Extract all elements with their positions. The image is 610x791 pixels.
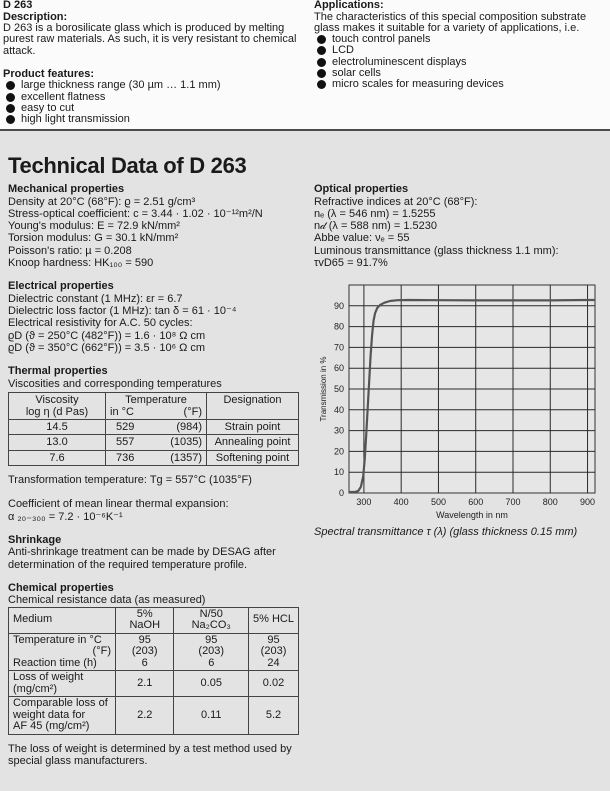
comparable-cell: 0.11 <box>174 697 249 735</box>
comparable-cell: 2.2 <box>116 697 174 735</box>
row-label: Temperature in °C <box>13 633 102 646</box>
expansion-label: Coefficient of mean linear thermal expansion: <box>8 498 229 511</box>
page-title: Technical Data of D 263 <box>8 153 247 178</box>
transformation-temperature: Transformation temperature: Tg = 557°C (1035°F) <box>8 473 252 486</box>
row-label: AF 45 (mg/cm²) <box>13 720 90 733</box>
y-tick-label: 70 <box>333 342 344 353</box>
electrical-line: ϱD (ϑ = 250°C (482°F)) = 1.6 · 10⁸ Ω cm <box>8 329 206 342</box>
temp-f: (1035) <box>170 436 202 449</box>
feature-item: large thickness range (30 µm … 1.1 mm) <box>3 80 303 91</box>
x-axis-label: Wavelength in nm <box>436 510 508 520</box>
medium-header: Medium <box>9 607 116 633</box>
x-tick-labels <box>356 497 595 507</box>
applications-block <box>314 0 604 91</box>
temperature-cell <box>106 450 207 465</box>
applications-title: Applications: <box>314 0 384 11</box>
chart-caption: Spectral transmittance τ (λ) (glass thickness 0.15 mm) <box>314 526 578 538</box>
y-tick-label: 30 <box>333 425 344 436</box>
conditions-label <box>9 633 116 671</box>
features-title: Product features: <box>3 67 95 80</box>
temperature-cell <box>106 435 207 450</box>
conditions-cell <box>174 633 249 671</box>
transmittance-chart <box>310 280 610 530</box>
chemical-title: Chemical properties <box>8 581 114 594</box>
table-row <box>9 420 299 435</box>
table-row <box>9 671 299 697</box>
application-item: LCD <box>314 45 604 56</box>
loss-cell: 2.1 <box>116 671 174 697</box>
y-axis-label: Transmission in % <box>319 356 328 422</box>
row-label: (°F) <box>92 645 111 658</box>
application-item: electroluminescent displays <box>314 57 604 68</box>
x-tick-label: 500 <box>430 497 446 507</box>
mechanical-title: Mechanical properties <box>8 183 125 195</box>
optical-line: Refractive indices at 20°C (68°F): <box>314 195 478 208</box>
optical-line: Luminous transmittance (glass thickness 1.1 mm): <box>314 244 559 257</box>
loss-cell: 0.05 <box>174 671 249 697</box>
features-list <box>3 80 303 125</box>
viscosity-cell: 13.0 <box>9 435 106 450</box>
mechanical-line: Density at 20°C (68°F): ϱ = 2.51 g/cm³ <box>8 195 196 208</box>
chemical-subtitle: Chemical resistance data (as measured) <box>8 594 206 607</box>
shrinkage-text: Anti-shrinkage treatment can be made by DESAG after determination of the required temperature profile. <box>8 546 276 571</box>
applications-text: The characteristics of this special composition substrate glass makes it suitable for a variety of applications, i.e. <box>314 10 587 34</box>
table-row <box>9 633 299 671</box>
electrical-line: Dielectric loss factor (1 MHz): tan δ = 61 · 10⁻⁴ <box>8 305 237 318</box>
comparable-label <box>9 697 116 735</box>
table-header-row <box>9 393 299 420</box>
row-label: Comparable loss of <box>13 697 108 710</box>
application-item: micro scales for measuring devices <box>314 79 604 90</box>
electrical-line: Dielectric constant (1 MHz): εr = 6.7 <box>8 292 183 305</box>
cell-value: 6 <box>208 656 215 669</box>
y-tick-label: 20 <box>333 446 344 457</box>
temperature-cell <box>106 420 207 435</box>
viscosity-cell: 14.5 <box>9 420 106 435</box>
header-text: Temperature <box>125 394 187 407</box>
mechanical-line: Stress-optical coefficient: c = 3.44 · 1.02 · 10⁻¹²m²/N <box>8 207 263 220</box>
optical-properties-block <box>314 184 604 269</box>
electrical-line: ϱD (ϑ = 350°C (662°F)) = 3.5 · 10⁶ Ω cm <box>8 341 206 354</box>
cell-value: 95 <box>267 633 280 646</box>
mechanical-line: Torsion modulus: G = 30.1 kN/mm² <box>8 232 179 245</box>
loss-cell: 0.02 <box>249 671 299 697</box>
electrical-title: Electrical properties <box>8 280 114 293</box>
feature-item: high light transmission <box>3 114 303 125</box>
chemical-resistance-table <box>8 607 299 735</box>
cell-value: 95 <box>205 633 218 646</box>
y-tick-label: 80 <box>333 321 344 332</box>
header-text: log η (d Pas) <box>25 406 89 419</box>
shrinkage-title: Shrinkage <box>8 533 62 546</box>
comparable-cell: 5.2 <box>249 697 299 735</box>
loss-label <box>9 671 116 697</box>
technical-left-column <box>8 184 308 767</box>
conditions-cell <box>116 633 174 671</box>
row-label: weight data for <box>13 708 86 721</box>
table-row <box>9 450 299 465</box>
x-tick-label: 800 <box>542 497 558 507</box>
optical-title: Optical properties <box>314 183 409 195</box>
header-text: in °C <box>110 406 134 419</box>
chemical-footnote: The loss of weight is determined by a test method used by special glass manufacturers. <box>8 742 292 768</box>
y-tick-label: 0 <box>338 488 344 498</box>
cell-value: 95 <box>138 633 151 646</box>
y-tick-label: 50 <box>333 384 344 394</box>
mechanical-line: Young's modulus: E = 72.9 kN/mm² <box>8 220 180 233</box>
expansion-value: α ₂₀₋₃₀₀ = 7.2 · 10⁻⁶K⁻¹ <box>8 510 123 523</box>
table-row <box>9 435 299 450</box>
viscosity-table <box>8 392 299 466</box>
x-tick-label: 700 <box>505 497 521 507</box>
na2co3-header: N/50 Na₂CO₃ <box>174 607 249 633</box>
description-title: Description: <box>3 10 68 23</box>
viscosity-cell: 7.6 <box>9 450 106 465</box>
row-label: Reaction time (h) <box>13 656 97 669</box>
y-tick-label: 40 <box>333 404 344 415</box>
hcl-header: 5% HCL <box>249 607 299 633</box>
temp-c: 736 <box>116 451 135 464</box>
y-tick-label: 10 <box>333 467 344 478</box>
x-tick-label: 300 <box>356 497 372 507</box>
header-text: Viscosity <box>35 394 79 407</box>
viscosity-header <box>9 393 106 420</box>
designation-cell: Strain point <box>207 420 299 435</box>
header-text: (°F) <box>183 406 202 419</box>
temperature-header <box>106 393 207 420</box>
product-code: D 263 <box>3 0 33 11</box>
cell-value: (203) <box>198 645 225 658</box>
row-label: Loss of weight <box>13 671 84 684</box>
electrical-line: Electrical resistivity for A.C. 50 cycles: <box>8 317 193 330</box>
y-tick-label: 60 <box>333 363 344 374</box>
application-item: solar cells <box>314 68 604 79</box>
x-tick-label: 400 <box>393 497 409 507</box>
temp-c: 557 <box>116 436 135 449</box>
optical-line: n𝒹 (λ = 588 nm) = 1.5230 <box>314 220 437 233</box>
description-text: D 263 is a borosilicate glass which is produced by melting purest raw materials. As such, it is very resistant to chemical attack. <box>3 22 297 57</box>
y-tick-label: 90 <box>333 300 344 311</box>
cell-value: 24 <box>267 656 280 669</box>
temp-f: (984) <box>176 421 202 434</box>
row-label: (mg/cm²) <box>13 682 57 695</box>
application-item: touch control panels <box>314 34 604 45</box>
mechanical-line: Poisson's ratio: µ = 0.208 <box>8 244 132 257</box>
thermal-subtitle: Viscosities and corresponding temperatures <box>8 377 222 390</box>
thermal-title: Thermal properties <box>8 365 108 378</box>
optical-line: nₑ (λ = 546 nm) = 1.5255 <box>314 207 436 220</box>
x-tick-label: 600 <box>468 497 484 507</box>
x-tick-label: 900 <box>580 497 596 507</box>
table-row <box>9 697 299 735</box>
product-description-block <box>3 0 303 126</box>
naoh-header: 5% NaOH <box>116 607 174 633</box>
designation-header: Designation <box>207 393 299 420</box>
feature-item: excellent flatness <box>3 92 303 103</box>
table-header-row <box>9 607 299 633</box>
optical-line: Abbe value: νₑ = 55 <box>314 232 410 245</box>
feature-item: easy to cut <box>3 103 303 114</box>
cell-value: (203) <box>260 645 287 658</box>
cell-value: 6 <box>141 656 148 669</box>
conditions-cell <box>249 633 299 671</box>
temp-f: (1357) <box>170 451 202 464</box>
designation-cell: Softening point <box>207 450 299 465</box>
y-tick-labels <box>334 301 344 498</box>
temp-c: 529 <box>116 421 135 434</box>
mechanical-line: Knoop hardness: HK₁₀₀ = 590 <box>8 256 154 269</box>
optical-line: τvD65 = 91.7% <box>314 256 388 269</box>
designation-cell: Annealing point <box>207 435 299 450</box>
applications-list <box>314 34 604 90</box>
cell-value: (203) <box>131 645 158 658</box>
